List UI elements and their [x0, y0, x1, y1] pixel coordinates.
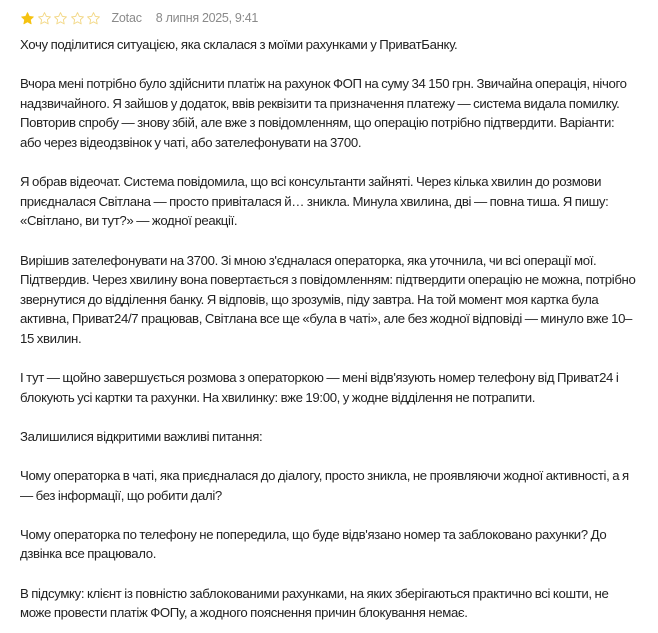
- review-paragraph: В підсумку: клієнт із повністю заблокованими рахунками, на яких зберігаються практично всі кошти, не може провести платіж ФОПу, а жодного пояснення причин блокування немає.: [20, 585, 609, 621]
- review-paragraph: Вирішив зателефонувати на 3700. Зі мною з'єдналася операторка, яка уточнила, чи всі операції мої. Підтвердив. Через хвилину вона повертається з повідомленням: підтвердити операцію не можна, потрібно звернутися до відділення банку. Я відповів, що зрозумів, піду завтра. На той момент моя картка була активна, Приват24/7 працював, Світлана все ще «була в чаті», але без жодної відповіді — минуло вже 10–15 хвилин.: [20, 252, 636, 346]
- star-empty-icon: [70, 11, 85, 26]
- star-rating: [20, 11, 103, 26]
- review-paragraph: Чому операторка по телефону не попередила, що буде відв'язано номер та заблоковано рахунки? До дзвінка все працювало.: [20, 526, 607, 562]
- review-author[interactable]: Zotac: [111, 11, 142, 25]
- review-paragraph: І тут — щойно завершується розмова з операторкою — мені відв'язують номер телефону від Приват24 і блокують усі картки та рахунки. На хвилинку: вже 19:00, у жодне відділення не потрапити.: [20, 370, 619, 405]
- star-empty-icon: [86, 11, 101, 26]
- star-empty-icon: [37, 11, 52, 26]
- review-body: [20, 35, 638, 623]
- review-paragraph: Хочу поділитися ситуацією, яка склалася з моїми рахунками у ПриватБанку.: [20, 37, 458, 52]
- review-paragraph: Я обрав відеочат. Система повідомила, що всі консультанти зайняті. Через кілька хвилин до розмови приєдналася Світлана — просто привіталася й… зникла. Минула хвилина, дві — повна тиша. Я пишу: «Світлано, ви тут?» — жодної реакції.: [20, 174, 609, 229]
- review-paragraph: Вчора мені потрібно було здійснити платіж на рахунок ФОП на суму 34 150 грн. Звичайна операція, нічого надзвичайного. Я зайшов у додаток, ввів реквізити та призначення платежу — система видала помилку. Повторив спробу — знову збій, але вже з повідомленням, що операцію потрібно підтвердити. Варіанти: або через відеодзвінок у чаті, або зателефонувати на 3700.: [20, 76, 627, 150]
- review-date: 8 липня 2025, 9:41: [155, 11, 259, 25]
- star-empty-icon: [53, 11, 68, 26]
- review-header: [20, 9, 638, 27]
- review-paragraph: Чому операторка в чаті, яка приєдналася до діалогу, просто зникла, не проявляючи жодної активності, а я — без інформації, що робити далі?: [20, 468, 629, 503]
- star-filled-icon: [20, 11, 35, 26]
- review-paragraph: Залишилися відкритими важливі питання:: [20, 428, 263, 444]
